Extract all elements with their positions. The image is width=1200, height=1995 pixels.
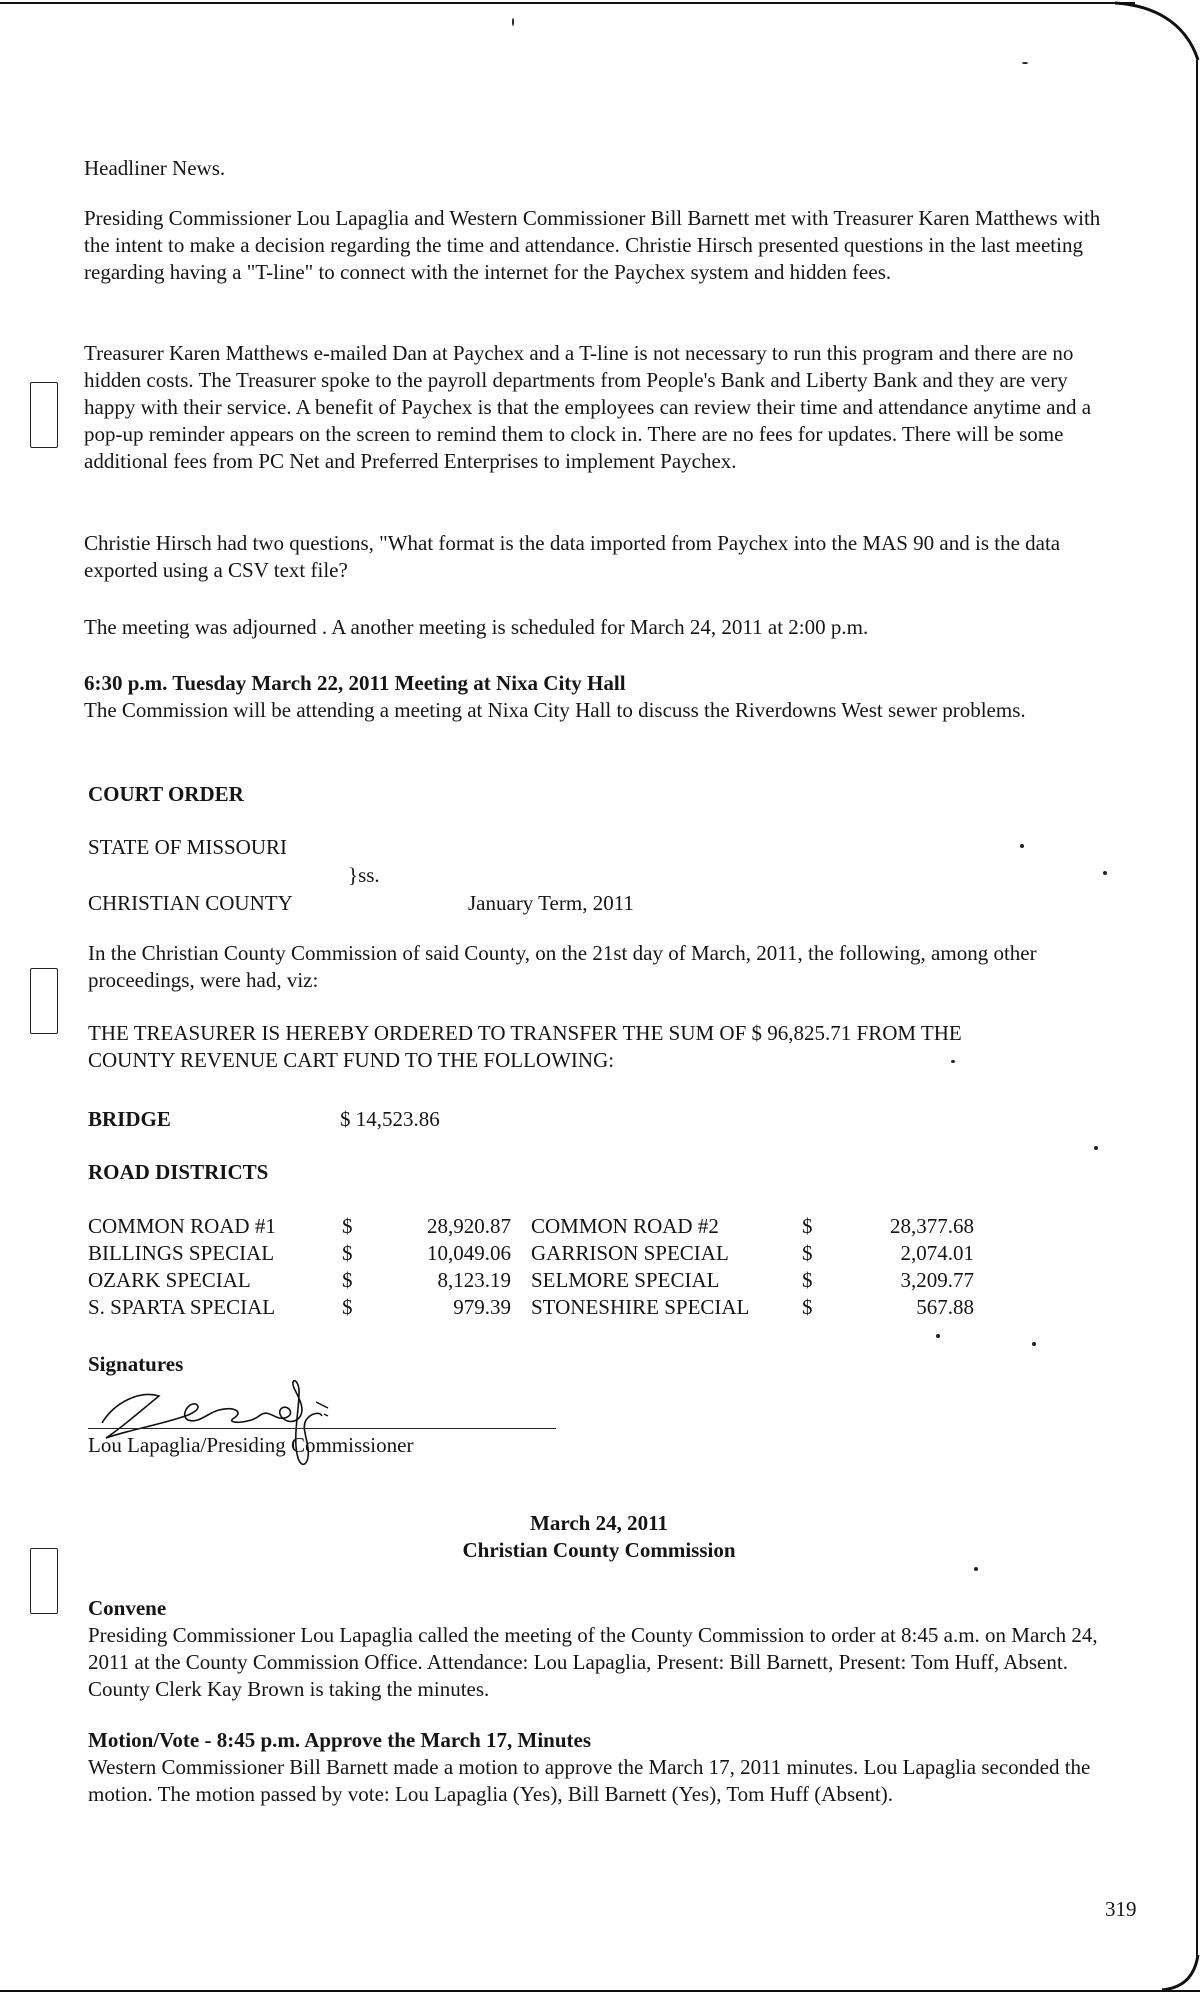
scan-bottom-corner <box>1160 1950 1200 1995</box>
page-number: 319 <box>1105 1897 1137 1921</box>
paragraph: The meeting was adjourned . A another meeting is scheduled for March 24, 2011 at 2:00 p.m. <box>84 615 869 639</box>
meeting-text: The Commission will be attending a meeting at Nixa City Hall to discuss the Riverdowns West sewer problems. <box>84 698 1026 722</box>
road-name: BILLINGS SPECIAL <box>88 1241 275 1265</box>
road-name: SELMORE SPECIAL <box>531 1268 720 1292</box>
scan-speck <box>1022 62 1028 64</box>
org-heading: Christian County Commission <box>462 1538 736 1562</box>
county-line: CHRISTIAN COUNTY <box>88 891 293 915</box>
margin-mark <box>30 1548 58 1614</box>
road-name: OZARK SPECIAL <box>88 1268 251 1292</box>
order-line: COUNTY REVENUE CART FUND TO THE FOLLOWING: <box>88 1048 615 1072</box>
scan-speck <box>1020 844 1024 848</box>
margin-mark <box>30 382 58 448</box>
bridge-label: BRIDGE <box>88 1107 171 1131</box>
road-amount: 567.88 <box>916 1295 974 1319</box>
road-amount: 28,377.68 <box>890 1214 974 1238</box>
scan-bottom-border <box>0 1990 1200 1992</box>
road-amount: 2,074.01 <box>900 1241 974 1265</box>
scan-top-border <box>0 2 1135 4</box>
headliner-text: Headliner News. <box>84 156 226 180</box>
date-heading: March 24, 2011 <box>530 1511 668 1535</box>
road-dollar: $ <box>342 1241 353 1265</box>
road-amount: 8,123.19 <box>437 1268 511 1292</box>
road-amount: 3,209.77 <box>900 1268 974 1292</box>
scan-speck <box>936 1334 940 1338</box>
signatures-heading: Signatures <box>88 1352 184 1376</box>
road-name: GARRISON SPECIAL <box>531 1241 729 1265</box>
proceedings-text: In the Christian County Commission of said County, on the 21st day of March, 2011, the following, among other proceedings, were had, viz: <box>88 941 1037 992</box>
road-dollar: $ <box>802 1295 813 1319</box>
convene-heading: Convene <box>88 1596 167 1620</box>
scan-right-border <box>1196 60 1198 1960</box>
scan-speck <box>1103 871 1107 875</box>
ss-mark: }ss. <box>348 863 380 887</box>
scan-speck <box>951 1060 955 1063</box>
paragraph: Treasurer Karen Matthews e-mailed Dan at Paychex and a T-line is not necessary to run this program and there are no hidden costs. The Treasurer spoke to the payroll departments from People's Bank and Liberty Bank and they are very happy with their service. A benefit of Paychex is that the employees can review their time and attendance anytime and a pop-up reminder appears on the screen to remind them to clock in. There are no fees for updates. There will be some additional fees from PC Net and Preferred Enterprises to implement Paychex. <box>84 341 1092 473</box>
road-dollar: $ <box>802 1214 813 1238</box>
scan-speck <box>1094 1146 1098 1150</box>
road-name: S. SPARTA SPECIAL <box>88 1295 276 1319</box>
road-amount: 979.39 <box>453 1295 511 1319</box>
scan-speck <box>974 1567 978 1571</box>
road-amount: 10,049.06 <box>427 1241 511 1265</box>
convene-text: Presiding Commissioner Lou Lapaglia called the meeting of the County Commission to order at 8:45 a.m. on March 24, 2011 at the County Commission Office. Attendance: Lou Lapaglia, Present: Bill Barnett, Present: Tom Huff, Absent. County Clerk Kay Brown is taking the minutes. <box>88 1623 1098 1701</box>
road-table <box>88 1213 1088 1325</box>
signer-name: Lou Lapaglia/Presiding Commissioner <box>88 1433 414 1457</box>
state-line: STATE OF MISSOURI <box>88 835 288 859</box>
court-order-heading: COURT ORDER <box>88 782 244 806</box>
road-amount: 28,920.87 <box>427 1214 511 1238</box>
motion-heading: Motion/Vote - 8:45 p.m. Approve the March 17, Minutes <box>88 1728 592 1752</box>
scan-speck <box>512 18 514 26</box>
paragraph: Christie Hirsch had two questions, "What format is the data imported from Paychex into the MAS 90 and is the data exported using a CSV text file? <box>84 531 1061 582</box>
handwritten-signature <box>84 1368 404 1478</box>
term-line: January Term, 2011 <box>468 891 634 915</box>
road-dollar: $ <box>802 1268 813 1292</box>
margin-mark <box>30 968 58 1034</box>
meeting-heading: 6:30 p.m. Tuesday March 22, 2011 Meeting at Nixa City Hall <box>84 671 626 695</box>
signature-line <box>88 1428 556 1429</box>
road-dollar: $ <box>342 1268 353 1292</box>
motion-text: Western Commissioner Bill Barnett made a motion to approve the March 17, 2011 minutes. Lou Lapaglia seconded the motion. The motion passed by vote: Lou Lapaglia (Yes), Bill Barnett (Yes), Tom Huff (Absent). <box>88 1755 1091 1806</box>
scan-corner-curve <box>1110 0 1200 90</box>
road-dollar: $ <box>802 1241 813 1265</box>
road-name: COMMON ROAD #2 <box>531 1214 719 1238</box>
road-name: COMMON ROAD #1 <box>88 1214 276 1238</box>
road-name: STONESHIRE SPECIAL <box>531 1295 750 1319</box>
road-dollar: $ <box>342 1214 353 1238</box>
road-dollar: $ <box>342 1295 353 1319</box>
order-line: THE TREASURER IS HEREBY ORDERED TO TRANSFER THE SUM OF $ 96,825.71 FROM THE <box>88 1021 962 1045</box>
paragraph: Presiding Commissioner Lou Lapaglia and Western Commissioner Bill Barnett met with Treasurer Karen Matthews with the intent to make a decision regarding the time and attendance. Christie Hirsch presented questions in the last meeting regarding having a "T-line" to connect with the internet for the Paychex system and hidden fees. <box>84 206 1101 284</box>
bridge-amount: $ 14,523.86 <box>340 1107 440 1131</box>
scan-speck <box>1032 1342 1036 1346</box>
road-districts-heading: ROAD DISTRICTS <box>88 1160 269 1184</box>
